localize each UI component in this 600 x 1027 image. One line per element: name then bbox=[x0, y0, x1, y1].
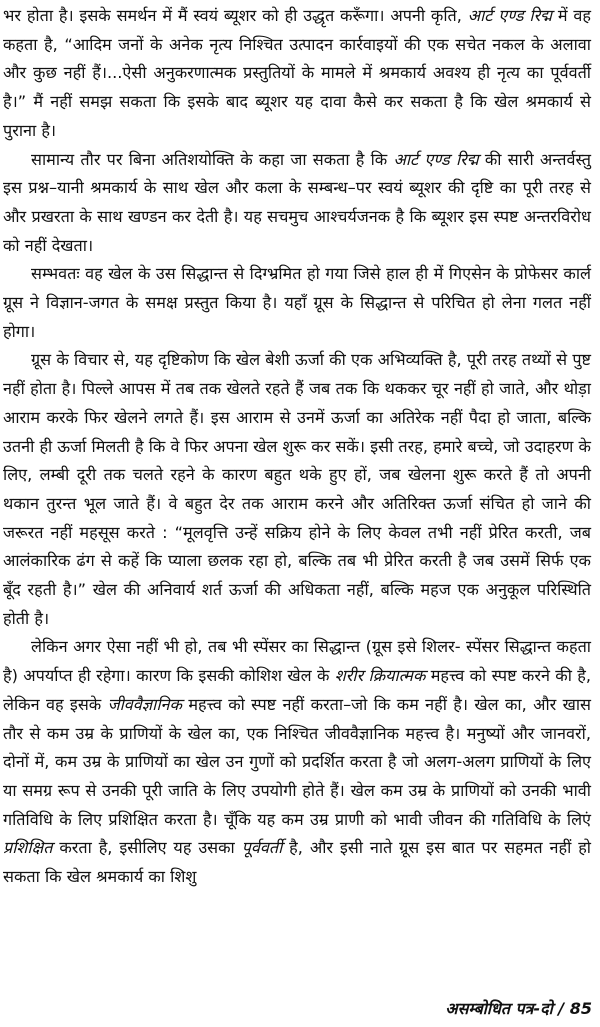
text-run: सम्भवतः वह खेल के उस सिद्धान्त से दिग्भ्रमित हो गया जिसे हाल ही में गिएसेन के प्रोफेसर कार्ल ग्रूस ने विज्ञान-जगत के समक्ष प्रस्तुत किया है। यहाँ ग्रूस के सिद्धान्त से परिचित हो लेना गलत नहीं होगा। bbox=[3, 264, 591, 341]
italic-text: आर्ट एण्ड रिद्म bbox=[467, 6, 553, 25]
text-run: सामान्य तौर पर बिना अतिशयोक्ति के कहा जा सकता है कि bbox=[31, 149, 394, 169]
text-run: लेकिन अगर ऐसा नहीं भी हो, तब भी स्पेंसर का सिद्धान्त (ग्रूस इसे शिलर- स्पेंसर सिद्धान्त कहता है) अपर्याप्त ही रहेगा। कारण कि इसकी कोशिश खेल के bbox=[3, 637, 591, 686]
paragraph bbox=[3, 633, 591, 891]
text-run: है, और इसी नाते ग्रूस इस बात पर सहमत नहीं हो सकता कि खेल श्रमकार्य का शिशु bbox=[3, 838, 591, 887]
body-text bbox=[3, 2, 591, 892]
paragraph bbox=[3, 260, 591, 346]
text-run: में वह कहता है, “आदिम जनों के अनेक नृत्य निश्चित उत्पादन कार्रवाइयों की एक सचेत नकल के अलावा और कुछ नहीं हैं।...ऐसी अनुकरणात्मक प्रस्तुतियों के मामले में श्रमकार्य अवश्य ही नृत्य का पूर्ववर्ती है।” मैं नहीं समझ सकता कि इसके बाद ब्यूशर यह दावा कैसे कर सकता है कि खेल श्रमकार्य से पुराना है। bbox=[3, 6, 591, 140]
page-footer: असम्बोधित पत्र-दो / 85 bbox=[445, 999, 592, 1018]
text-run: ग्रूस के विचार से, यह दृष्टिकोण कि खेल बेशी ऊर्जा की एक अभिव्यक्ति है, पूरी तरह तथ्यों से पुष्ट नहीं होता है। पिल्ले आपस में तब तक खेलते रहते हैं जब तक कि थककर चूर नहीं हो जाते, और थोड़ा आराम करके फिर खेलने लगते हैं। इस आराम से उनमें ऊर्जा का अतिरेक नहीं पैदा हो जाता, बल्कि उतनी ही ऊर्जा मिलती है कि वे फिर अपना खेल शुरू कर सकें। इसी तरह, हमारे बच्चे, जो उदाहरण के लिए, लम्बी दूरी तक चलते रहने के कारण बहुत थके हुए हों, जब खेलना शुरू करते हैं तो अपनी थकान तुरन्त भूल जाते हैं। वे बहुत देर तक आराम करने और अतिरिक्त ऊर्जा संचित हो जाने की जरूरत नहीं महसूस करते : “मूलवृत्ति उन्हें सक्रिय होने के लिए केवल तभी नहीं प्रेरित करती, जब आलंकारिक ढंग से कहें कि प्याला छलक रहा हो, बल्कि तब भी प्रेरित करती है जब उसमें सिर्फ एक बूँद रहती है।” खेल की अनिवार्य शर्त ऊर्जा की अधिकता नहीं, बल्कि महज एक अनुकूल परिस्थिति होती है। bbox=[3, 350, 591, 628]
italic-text: प्रशिक्षित bbox=[3, 838, 53, 858]
paragraph bbox=[3, 2, 591, 146]
italic-text: आर्ट एण्ड रिद्म bbox=[393, 149, 479, 169]
text-run: भर होता है। इसके समर्थन में मैं स्वयं ब्यूशर को ही उद्धृत करूँगा। अपनी कृति, bbox=[3, 6, 468, 25]
paragraph bbox=[3, 346, 591, 633]
text-run: महत्त्व को स्पष्ट नहीं करता–जो कि कम नहीं है। खेल का, और खास तौर से कम उम्र के प्राणियों के खेल का, एक निश्चित जीववैज्ञानिक महत्त्व है। मनुष्यों और जानवरों, दोनों में, कम उम्र के प्राणियों का खेल उन गुणों को प्रदर्शित करता है जो अलग-अलग प्राणियों के लिए या समग्र रूप से उनकी पूरी जाति के लिए उपयोगी होते हैं। खेल कम उम्र के प्राणियों को उनकी भावी गतिविधि के लिए प्रशिक्षित करता है। चूँकि यह कम उम्र प्राणी को भावी जीवन की गतिविधि के लिएं bbox=[3, 694, 591, 829]
italic-text: जीववैज्ञानिक bbox=[107, 694, 182, 714]
text-run: करता है, इसीलिए यह उसका bbox=[52, 838, 242, 858]
text-run: की सारी अन्तर्वस्तु इस प्रश्न–यानी श्रमकार्य के साथ खेल और कला के सम्बन्ध–पर स्वयं ब्यूशर की दृष्टि का पूरी तरह से और प्रखरता के साथ खण्डन कर देती है। यह सचमुच आश्चर्यजनक है कि ब्यूशर इस स्पष्ट अन्तरविरोध को नहीं देखता। bbox=[3, 149, 591, 255]
text-run: महत्त्व को स्पष्ट करने की है, लेकिन वह इसके bbox=[3, 666, 591, 714]
italic-text: पूर्ववर्ती bbox=[241, 838, 283, 858]
paragraph bbox=[3, 146, 591, 261]
italic-text: शरीर क्रियात्मक bbox=[334, 666, 426, 686]
